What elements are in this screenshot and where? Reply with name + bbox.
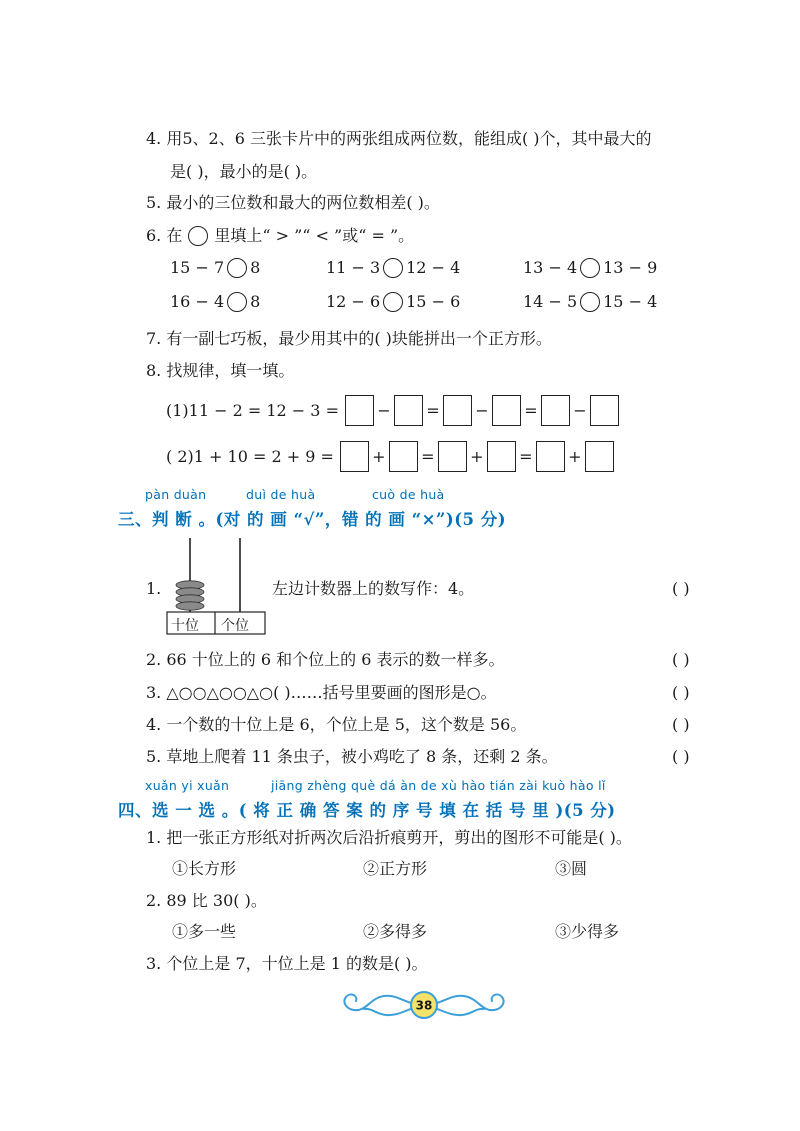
- choose-q1-option[interactable]: ③圆: [555, 859, 588, 878]
- answer-box[interactable]: [492, 395, 521, 426]
- answer-paren[interactable]: ( ): [672, 683, 690, 702]
- operator: +: [568, 447, 582, 466]
- choose-q2-option[interactable]: ③少得多: [555, 922, 620, 941]
- judge-item: 5. 草地上爬着 11 条虫子，被小鸡吃了 8 条，还剩 2 条。: [146, 747, 558, 766]
- q6: [146, 226, 414, 246]
- judge-item: 3. △○○△○○△○( )……括号里要画的图形是○。: [146, 683, 497, 702]
- choose-q2: 2. 89 比 30( )。: [146, 891, 267, 910]
- judge-q1-number: 1.: [146, 579, 162, 598]
- operator: +: [470, 447, 484, 466]
- circle-icon: [188, 226, 208, 246]
- answer-box[interactable]: [487, 441, 516, 472]
- pinyin-cuo-de-hua: cuò de huà: [372, 487, 445, 502]
- answer-paren[interactable]: ( ): [672, 579, 690, 598]
- compare-left: 14 − 5: [523, 292, 578, 311]
- operator: =: [426, 401, 440, 420]
- operator: =: [524, 401, 538, 420]
- pattern-row-1: [166, 395, 619, 426]
- compare-circle[interactable]: [383, 292, 403, 312]
- compare-right: 15 − 6: [406, 292, 461, 311]
- compare-circle[interactable]: [580, 292, 600, 312]
- operator: −: [573, 401, 587, 420]
- choose-q3: 3. 个位上是 7，十位上是 1 的数是( )。: [146, 954, 428, 973]
- compare-right: 12 − 4: [406, 258, 461, 277]
- compare-circle[interactable]: [227, 258, 247, 278]
- compare-item: [170, 257, 260, 279]
- choose-q1-option[interactable]: ①长方形: [172, 859, 237, 878]
- answer-box[interactable]: [585, 441, 614, 472]
- q5: 5. 最小的三位数和最大的两位数相差( )。: [146, 193, 440, 212]
- compare-left: 16 − 4: [170, 292, 225, 311]
- answer-box[interactable]: [590, 395, 619, 426]
- compare-circle[interactable]: [227, 292, 247, 312]
- page-number: 38: [415, 998, 433, 1013]
- pinyin-dui-de-hua: duì de huà: [246, 487, 316, 502]
- pattern-prefix: ( 2)1 + 10 = 2 + 9 =: [166, 447, 334, 466]
- answer-box[interactable]: [536, 441, 565, 472]
- abacus-beads: [176, 581, 204, 610]
- answer-paren[interactable]: ( ): [672, 715, 690, 734]
- choose-q2-option[interactable]: ①多一些: [172, 922, 237, 941]
- compare-left: 11 − 3: [326, 258, 381, 277]
- q7: 7. 有一副七巧板，最少用其中的( )块能拼出一个正方形。: [146, 329, 552, 348]
- compare-item: [326, 257, 460, 279]
- page-number-ornament: [336, 982, 512, 1028]
- operator: −: [475, 401, 489, 420]
- q4-line2: 是( )，最小的是( )。: [170, 162, 318, 181]
- compare-item: [523, 257, 657, 279]
- pinyin-xuan-yi-xuan: xuǎn yi xuǎn: [145, 778, 230, 793]
- answer-box[interactable]: [345, 395, 374, 426]
- section-title-judge: 三、判 断 。(对 的 画 “√”，错 的 画 “×”)(5 分): [118, 510, 507, 529]
- q6-prefix: 6. 在: [146, 226, 183, 245]
- q4-line1: 4. 用5、2、6 三张卡片中的两张组成两位数，能组成( )个，其中最大的: [146, 129, 652, 148]
- answer-box[interactable]: [340, 441, 369, 472]
- choose-q2-option[interactable]: ②多得多: [363, 922, 428, 941]
- answer-box[interactable]: [438, 441, 467, 472]
- answer-box[interactable]: [443, 395, 472, 426]
- compare-right: 8: [250, 292, 261, 311]
- operator: =: [421, 447, 435, 466]
- abacus-label-tens: 十位: [171, 618, 199, 634]
- answer-paren[interactable]: ( ): [672, 650, 690, 669]
- answer-box[interactable]: [394, 395, 423, 426]
- compare-left: 13 − 4: [523, 258, 578, 277]
- compare-right: 8: [250, 258, 261, 277]
- compare-left: 12 − 6: [326, 292, 381, 311]
- judge-item: 4. 一个数的十位上是 6，个位上是 5，这个数是 56。: [146, 715, 527, 734]
- section-title-choose: 四、选 一 选 。( 将 正 确 答 案 的 序 号 填 在 括 号 里 )(5 分): [118, 801, 616, 820]
- operator: −: [377, 401, 391, 420]
- choose-q1-option[interactable]: ②正方形: [363, 859, 428, 878]
- judge-item: 2. 66 十位上的 6 和个位上的 6 表示的数一样多。: [146, 650, 505, 669]
- answer-paren[interactable]: ( ): [672, 747, 690, 766]
- pattern-prefix: (1)11 − 2 = 12 − 3 =: [166, 401, 339, 420]
- answer-box[interactable]: [389, 441, 418, 472]
- pattern-row-2: [166, 441, 614, 472]
- operator: =: [519, 447, 533, 466]
- operator: +: [372, 447, 386, 466]
- compare-item: [326, 291, 460, 313]
- compare-right: 13 − 9: [603, 258, 658, 277]
- compare-item: [170, 291, 260, 313]
- compare-item: [523, 291, 657, 313]
- compare-circle[interactable]: [383, 258, 403, 278]
- judge-q1-text: 左边计数器上的数写作：4。: [272, 579, 475, 598]
- q8: 8. 找规律，填一填。: [146, 361, 295, 380]
- abacus-label-ones: 个位: [221, 618, 249, 634]
- compare-circle[interactable]: [580, 258, 600, 278]
- answer-box[interactable]: [541, 395, 570, 426]
- pinyin-instruction: jiāng zhèng què dá àn de xù hào tián zài kuò hào lǐ: [271, 778, 606, 793]
- pinyin-pan-duan: pàn duàn: [145, 487, 207, 502]
- choose-q1: 1. 把一张正方形纸对折两次后沿折痕剪开，剪出的图形不可能是( )。: [146, 828, 632, 847]
- compare-left: 15 − 7: [170, 258, 225, 277]
- compare-right: 15 − 4: [603, 292, 658, 311]
- q6-suffix: 里填上“ > ”“ < ”或“ = ”。: [214, 226, 415, 245]
